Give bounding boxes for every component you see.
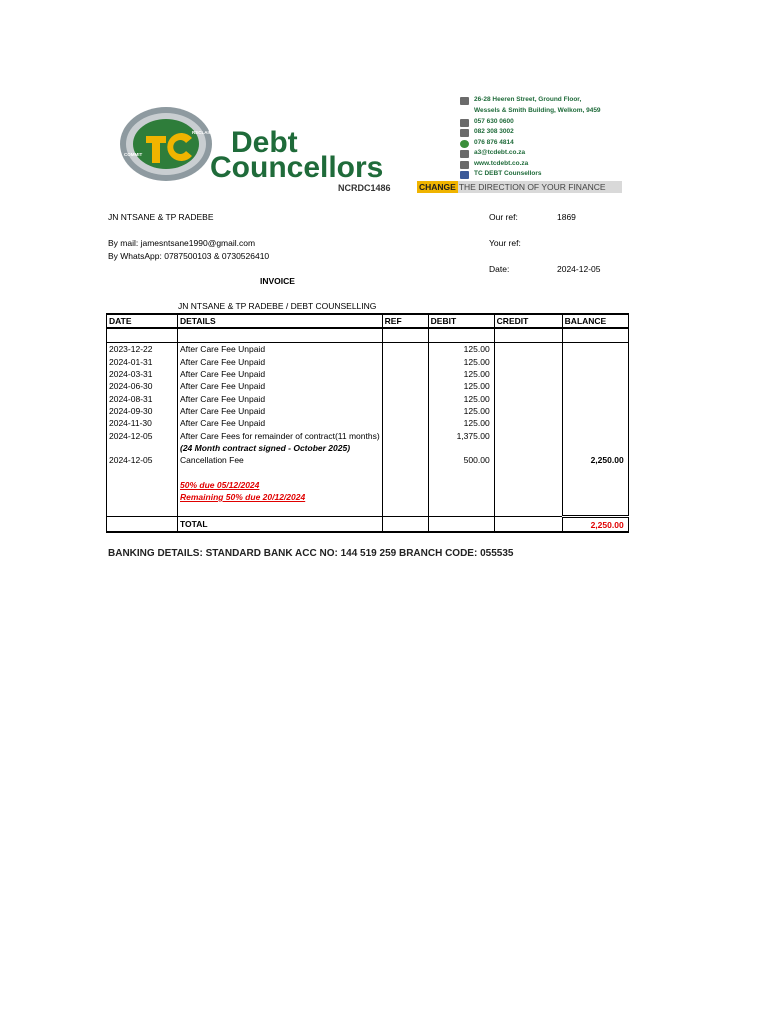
row-details: After Care Fee Unpaid: [178, 392, 383, 404]
facebook-icon: [460, 171, 469, 179]
table-row: [107, 356, 629, 368]
row-debit: 125.00: [428, 368, 494, 380]
your-ref-label: Your ref:: [489, 238, 521, 248]
total-label: TOTAL: [178, 517, 383, 532]
row-details: After Care Fees for remainder of contract(11 months): [178, 429, 383, 441]
contact-row: [460, 170, 630, 180]
date-label: Date:: [489, 264, 510, 274]
location-icon: [460, 97, 469, 105]
table-row: [107, 442, 629, 454]
total-value: 2,250.00: [562, 517, 628, 532]
phone-number: 057 630 0600: [474, 117, 514, 125]
row-date: 2024-12-05: [107, 429, 178, 441]
row-debit: 500.00: [428, 454, 494, 466]
row-date: 2024-12-05: [107, 454, 178, 466]
row-debit: 125.00: [428, 417, 494, 429]
client-whatsapp: By WhatsApp: 0787500103 & 0730526410: [108, 251, 270, 261]
table-blank-row: [107, 328, 629, 343]
row-date: 2023-12-22: [107, 343, 178, 356]
web-icon: [460, 161, 469, 169]
table-row: [107, 380, 629, 392]
contact-row: [460, 128, 630, 138]
company-website: www.tcdebt.co.za: [474, 159, 529, 167]
mobile-icon: [460, 129, 469, 137]
row-details: After Care Fee Unpaid: [178, 343, 383, 356]
row-date: 2024-11-30: [107, 417, 178, 429]
table-row: [107, 343, 629, 356]
contact-row: [460, 96, 630, 106]
header-details: DETAILS: [178, 314, 383, 328]
header-ref: REF: [382, 314, 428, 328]
logo-ring-right: RECLAIM: [192, 130, 213, 135]
header-balance: BALANCE: [562, 314, 628, 328]
contact-row: [460, 107, 630, 117]
row-debit: 125.00: [428, 356, 494, 368]
logo-ring-left: COMMIT: [124, 152, 143, 157]
client-name: JN NTSANE & TP RADEBE: [108, 212, 214, 222]
table-row: [107, 405, 629, 417]
row-details: After Care Fee Unpaid: [178, 405, 383, 417]
row-date: 2024-03-31: [107, 368, 178, 380]
table-total-row: [107, 517, 629, 532]
row-details: Cancellation Fee: [178, 454, 383, 466]
row-details: After Care Fee Unpaid: [178, 368, 383, 380]
row-details: After Care Fee Unpaid: [178, 417, 383, 429]
company-email: a3@tcdebt.co.za: [474, 149, 526, 156]
table-row: [107, 429, 629, 441]
row-debit: 125.00: [428, 380, 494, 392]
whatsapp-icon: [460, 140, 469, 148]
row-details: After Care Fee Unpaid: [178, 356, 383, 368]
contact-row: [460, 118, 630, 128]
mobile-number: 082 308 3002: [474, 128, 514, 135]
payment-note-2: Remaining 50% due 20/12/2024: [178, 491, 383, 503]
whatsapp-number: 076 876 4814: [474, 138, 514, 146]
table-row: [107, 368, 629, 380]
banking-details: BANKING DETAILS: STANDARD BANK ACC NO: 144 519 259 BRANCH CODE: 055535: [108, 548, 514, 559]
client-email: By mail: jamesntsane1990@gmail.com: [108, 238, 256, 248]
table-row: [107, 417, 629, 429]
facebook-page: TC DEBT Counsellors: [474, 170, 542, 177]
row-date: 2024-09-30: [107, 405, 178, 417]
phone-icon: [460, 119, 469, 127]
row-debit: 1,375.00: [428, 429, 494, 441]
contract-note: (24 Month contract signed - October 2025): [178, 442, 383, 454]
contact-row: [460, 139, 630, 149]
row-details: After Care Fee Unpaid: [178, 380, 383, 392]
company-logo: [118, 100, 408, 192]
row-date: 2024-08-31: [107, 392, 178, 404]
our-ref-value: 1869: [557, 212, 576, 222]
row-balance: 2,250.00: [562, 454, 628, 466]
row-debit: 125.00: [428, 405, 494, 417]
tagline-highlight: CHANGE: [419, 182, 456, 192]
company-name-line1: Debt: [231, 126, 298, 159]
table-header-row: [107, 314, 629, 328]
contact-row: [460, 160, 630, 170]
table-spacer-row: [107, 466, 629, 478]
table-row: [107, 491, 629, 503]
tagline-banner: [417, 181, 622, 193]
logo-ring-top: CONSOLIDATE: [140, 103, 188, 109]
invoice-title: INVOICE: [260, 276, 295, 286]
table-caption: JN NTSANE & TP RADEBE / DEBT COUNSELLING: [178, 301, 377, 311]
our-ref-label: Our ref:: [489, 212, 518, 222]
row-debit: 125.00: [428, 392, 494, 404]
row-date: 2024-06-30: [107, 380, 178, 392]
table-row: [107, 479, 629, 491]
invoice-date: 2024-12-05: [557, 264, 601, 274]
email-icon: [460, 150, 469, 158]
logo-initials: TC: [119, 130, 120, 131]
header-credit: CREDIT: [494, 314, 562, 328]
row-date: 2024-01-31: [107, 356, 178, 368]
contact-row: [460, 149, 630, 159]
row-debit: 125.00: [428, 343, 494, 356]
company-name-line2: Councellors: [210, 151, 384, 184]
tagline-text: THE DIRECTION OF YOUR FINANCE: [458, 182, 606, 192]
table-row: [107, 454, 629, 466]
payment-note-1: 50% due 05/12/2024: [178, 479, 383, 491]
address-line1: 26-28 Heeren Street, Ground Floor,: [474, 96, 582, 103]
table-row: [107, 392, 629, 404]
ncr-number: NCRDC1486: [338, 183, 391, 193]
address-line2: Wessels & Smith Building, Welkom, 9459: [474, 106, 601, 114]
header-debit: DEBIT: [428, 314, 494, 328]
header-date: DATE: [107, 314, 178, 328]
table-spacer-row: [107, 503, 629, 517]
contact-block: [460, 96, 630, 181]
invoice-table: [106, 313, 629, 533]
